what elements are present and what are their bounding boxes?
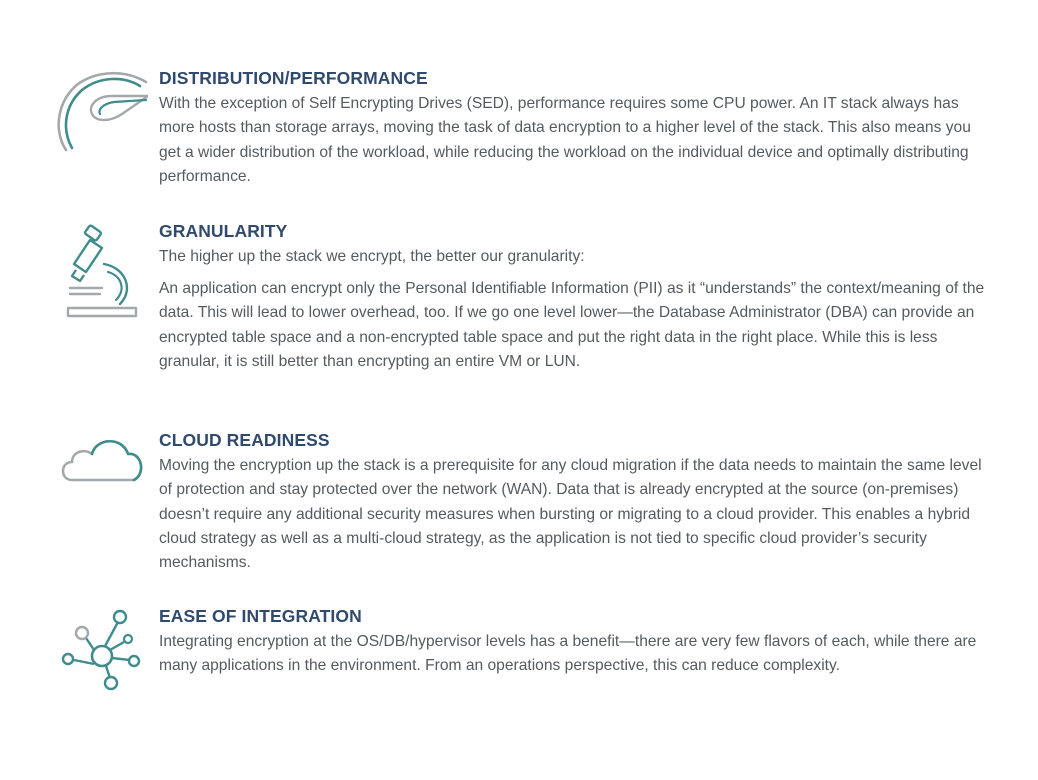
section-paragraph: An application can encrypt only the Personal Identifiable Information (PII) as it “understands” the context/meaning of the data. This will lead to lower overhead, too. If we go one level lower—the Database Administrator (DBA) can provide an encrypted table space and a non-encrypted table space and put the right data in the right place. While this is less granular, it is still better than encrypting an entire VM or LUN. bbox=[159, 280, 985, 370]
section-paragraph: The higher up the stack we encrypt, the better our granularity: bbox=[159, 248, 585, 265]
network-hub-icon bbox=[52, 604, 148, 700]
microscope-icon bbox=[52, 224, 148, 320]
section-heading: CLOUD READINESS bbox=[159, 430, 330, 450]
section-heading: GRANULARITY bbox=[159, 221, 288, 241]
section-paragraph: Integrating encryption at the OS/DB/hypervisor levels has a benefit—there are very few flavors of each, while there are many applications in the environment. From an operations perspective, this can reduce complexity. bbox=[159, 633, 977, 675]
section-heading: EASE OF INTEGRATION bbox=[159, 606, 362, 626]
section-paragraph: Moving the encryption up the stack is a prerequisite for any cloud migration if the data needs to maintain the same level of protection and stay protected over the network (WAN). Data that is already encrypted at the source (on-premises) doesn’t require any additional security measures when bursting or migrating to a cloud provider. This enables a hybrid cloud strategy as well as a multi-cloud strategy, as the application is not tied to specific cloud provider’s security mechanisms. bbox=[159, 457, 982, 572]
cloud-icon bbox=[52, 418, 148, 514]
section-paragraph: With the exception of Self Encrypting Drives (SED), performance requires some CPU power. An IT stack always has more hosts than storage arrays, moving the task of data encryption to a higher level of the stack. This also means you get a wider distribution of the workload, while reducing the workload on the individual device and optimally distributing performance. bbox=[159, 95, 971, 185]
section-heading: DISTRIBUTION/PERFORMANCE bbox=[159, 68, 428, 88]
speedometer-icon bbox=[52, 62, 148, 158]
